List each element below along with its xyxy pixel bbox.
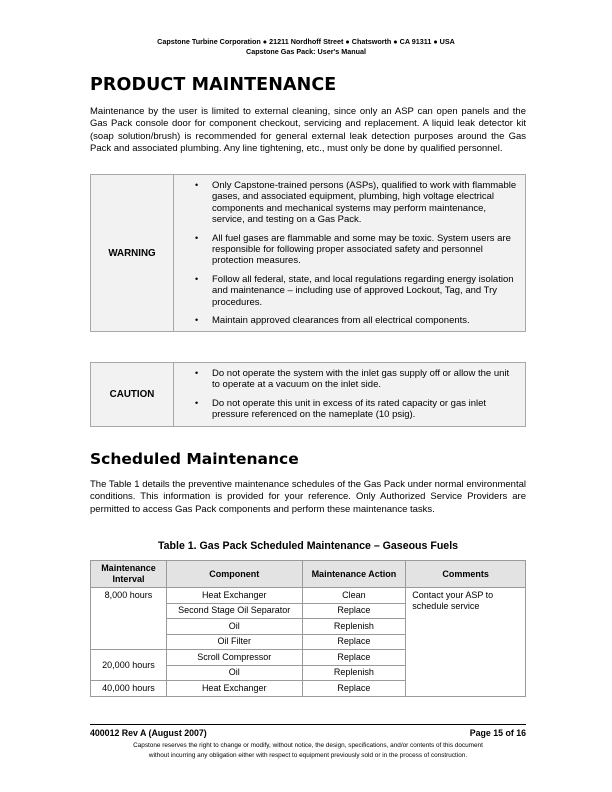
- disclaimer-line: Capstone reserves the right to change or modify, without notice, the design, specifications, and/or contents of this document: [133, 742, 483, 749]
- maintenance-table: [90, 560, 526, 697]
- footer-divider: [90, 724, 526, 725]
- bullet-icon: •: [195, 397, 199, 408]
- page-number: Page 15 of 16: [469, 728, 526, 738]
- page-header: [0, 37, 612, 57]
- action-cell: Replace: [302, 603, 406, 619]
- footer-disclaimer: [60, 741, 556, 761]
- bullet-icon: •: [195, 180, 199, 190]
- disclaimer-line: without incurring any obligation either with respect to equipment previously sold or in the process of construction.: [148, 752, 468, 759]
- caution-item: • Do not operate the system with the inlet gas supply off or allow the unit to operate at a vacuum on the inlet side.: [195, 368, 510, 391]
- bullet-icon: •: [195, 368, 199, 378]
- table-row: [91, 588, 526, 604]
- caution-item: • Do not operate this unit in excess of its rated capacity or gas inlet pressure referenced on the nameplate (10 psig).: [195, 397, 487, 421]
- component-cell: Second Stage Oil Separator: [166, 603, 302, 619]
- section-title: PRODUCT MAINTENANCE: [90, 75, 337, 95]
- interval-cell: 40,000 hours: [91, 681, 167, 697]
- bullet-icon: •: [195, 232, 199, 243]
- column-header: Comments: [406, 561, 526, 588]
- intro-paragraph: Maintenance by the user is limited to external cleaning, since only an ASP can open panels and the Gas Pack console door for component checkout, servicing and replacement. A liquid leak detector kit (soap solution/brush) is recommended for general external leak detection purposes around the Gas Pack and associated plumbing. Any line tightening, etc., must only be done by qualified personnel.: [90, 106, 526, 155]
- component-cell: Heat Exchanger: [166, 681, 302, 697]
- comments-cell: Contact your ASP to schedule service: [406, 588, 526, 697]
- interval-cell: 8,000 hours: [91, 588, 167, 650]
- scheduled-intro-paragraph: The Table 1 details the preventive maintenance schedules of the Gas Pack under normal environmental conditions. This information is provided for your reference. Only Authorized Service Providers are permitted to access Gas Pack components and perform these maintenance tasks.: [90, 479, 526, 515]
- component-cell: Oil Filter: [166, 634, 302, 650]
- caution-box: [90, 362, 526, 427]
- component-cell: Heat Exchanger: [166, 588, 302, 604]
- component-cell: Oil: [166, 619, 302, 635]
- bullet-icon: •: [195, 273, 199, 284]
- interval-cell: 20,000 hours: [91, 650, 167, 681]
- document-revision: 400012 Rev A (August 2007): [90, 728, 207, 738]
- column-header: Component: [166, 561, 302, 588]
- bullet-icon: •: [195, 315, 199, 326]
- action-cell: Replace: [302, 634, 406, 650]
- warning-item: • Only Capstone-trained persons (ASPs), qualified to work with flammable gases, and associated equipment, plumbing, high voltage electrical components and mechanical systems may perform maintenance, service, and testing on a Gas Pack.: [195, 180, 517, 226]
- warning-box: [90, 174, 526, 332]
- component-cell: Scroll Compressor: [166, 650, 302, 666]
- action-cell: Replenish: [302, 619, 406, 635]
- column-header: Maintenance Interval: [91, 561, 167, 588]
- action-cell: Replace: [302, 681, 406, 697]
- table-caption: Table 1. Gas Pack Scheduled Maintenance – Gaseous Fuels: [157, 540, 459, 552]
- company-address: Capstone Turbine Corporation ● 21211 Nordhoff Street ● Chatsworth ● CA 91311 ● USA: [157, 37, 455, 46]
- warning-list: [174, 180, 517, 326]
- caution-label: CAUTION: [91, 363, 174, 427]
- table-header-row: [91, 561, 526, 588]
- warning-item: • All fuel gases are flammable and some may be toxic. System users are responsible for following proper associated safety and personnel protection measures.: [195, 232, 511, 267]
- warning-item: • Follow all federal, state, and local regulations regarding energy isolation and maintenance – including use of approved Lockout, Tag, and Try procedures.: [195, 273, 514, 308]
- component-cell: Oil: [166, 665, 302, 681]
- caution-list: [174, 368, 517, 421]
- scheduled-maintenance-heading: Scheduled Maintenance: [90, 450, 299, 468]
- action-cell: Replace: [302, 650, 406, 666]
- warning-item: • Maintain approved clearances from all electrical components.: [195, 315, 470, 327]
- action-cell: Clean: [302, 588, 406, 604]
- warning-label: WARNING: [91, 175, 174, 332]
- column-header: Maintenance Action: [302, 561, 406, 588]
- action-cell: Replenish: [302, 665, 406, 681]
- manual-title: Capstone Gas Pack: User's Manual: [246, 47, 366, 56]
